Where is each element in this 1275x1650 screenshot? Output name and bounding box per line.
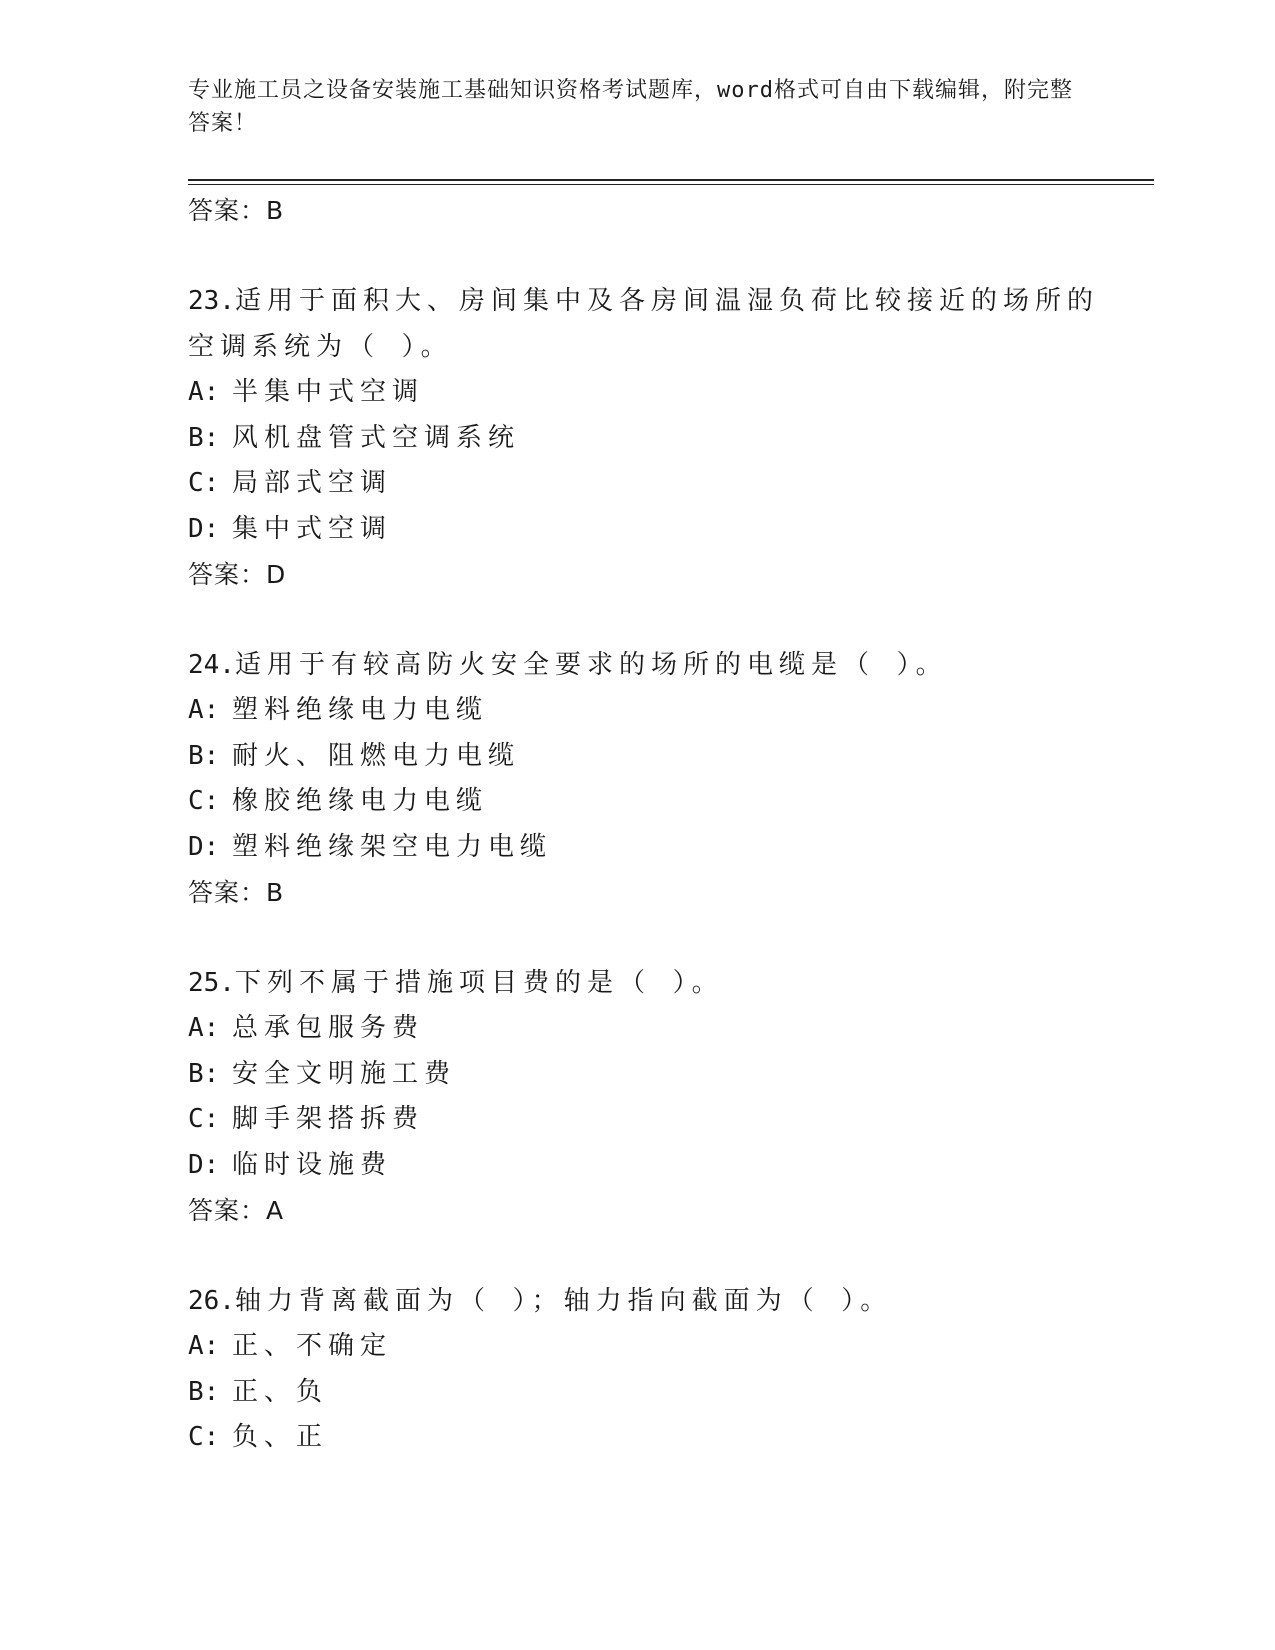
option-item — [188, 1052, 1118, 1098]
answer-value: D — [266, 560, 287, 589]
option-key: B: — [188, 740, 220, 771]
option-text: 总承包服务费 — [232, 1013, 425, 1043]
option-key: A: — [188, 1331, 220, 1361]
option-item — [188, 370, 1118, 416]
option-item — [188, 461, 1118, 507]
option-item — [188, 779, 1118, 825]
question-number: 25. — [188, 968, 235, 998]
question-stem — [188, 960, 1118, 1006]
previous-answer — [188, 188, 1118, 233]
answer-value: A — [266, 1196, 285, 1225]
answer-label: 答案： — [188, 878, 267, 907]
option-text: 负、正 — [232, 1422, 329, 1452]
answer-value: B — [266, 196, 285, 225]
question-number: 26. — [188, 1286, 235, 1316]
option-key: A: — [188, 695, 220, 725]
option-key: C: — [188, 1104, 220, 1134]
option-item — [188, 688, 1118, 734]
option-item — [188, 1370, 1118, 1416]
question-stem — [188, 642, 1118, 688]
option-key: C: — [188, 786, 220, 816]
option-item — [188, 1097, 1118, 1143]
question-number: 23. — [188, 286, 235, 316]
question-stem — [188, 278, 1118, 370]
question-item — [188, 1278, 1118, 1461]
option-item — [188, 507, 1118, 553]
answer-value: B — [266, 878, 285, 907]
option-text: 脚手架搭拆费 — [232, 1104, 425, 1134]
option-text: 风机盘管式空调系统 — [232, 422, 521, 453]
option-text: 正、负 — [232, 1376, 329, 1407]
question-text: 下列不属于措施项目费的是（ ）。 — [234, 968, 724, 998]
option-item — [188, 734, 1118, 780]
option-text: 临时设施费 — [232, 1149, 393, 1180]
option-key: A: — [188, 377, 220, 407]
answer-label: 答案： — [188, 196, 267, 225]
option-text: 局部式空调 — [232, 468, 393, 498]
question-stem — [188, 1278, 1118, 1324]
option-text: 橡胶绝缘电力电缆 — [232, 786, 489, 816]
option-text: 半集中式空调 — [232, 377, 425, 407]
option-key: D: — [188, 513, 220, 544]
document-header — [188, 74, 1088, 140]
option-key: C: — [188, 1422, 220, 1452]
option-key: D: — [188, 831, 220, 862]
option-item — [188, 416, 1118, 462]
option-text: 塑料绝缘电力电缆 — [232, 695, 489, 725]
question-item — [188, 960, 1118, 1233]
option-text: 安全文明施工费 — [232, 1058, 457, 1089]
answer-line — [188, 552, 1118, 597]
option-key: C: — [188, 468, 220, 498]
option-key: B: — [188, 422, 220, 453]
option-item — [188, 1415, 1118, 1461]
option-item — [188, 1006, 1118, 1052]
option-text: 耐火、阻燃电力电缆 — [232, 740, 521, 771]
question-list — [188, 188, 1118, 1506]
option-text: 集中式空调 — [232, 513, 393, 544]
answer-line — [188, 870, 1118, 915]
option-item — [188, 1324, 1118, 1370]
answer-line — [188, 1188, 1118, 1233]
question-text: 适用于面积大、房间集中及各房间温湿负荷比较接近的场所的空调系统为（ ）。 — [188, 286, 1099, 362]
question-text: 轴力背离截面为（ ）；轴力指向截面为（ ）。 — [234, 1286, 893, 1316]
question-item — [188, 278, 1118, 597]
option-key: A: — [188, 1013, 220, 1043]
option-key: B: — [188, 1376, 220, 1407]
header-divider-thin — [188, 184, 1154, 185]
header-title: 专业施工员之设备安装施工基础知识资格考试题库，word格式可自由下载编辑，附完整答案！ — [188, 78, 1073, 136]
option-key: D: — [188, 1149, 220, 1180]
option-text: 塑料绝缘架空电力电缆 — [232, 831, 553, 862]
option-item — [188, 1143, 1118, 1189]
question-item — [188, 642, 1118, 915]
answer-label: 答案： — [188, 1196, 267, 1225]
option-key: B: — [188, 1058, 220, 1089]
option-text: 正、不确定 — [232, 1331, 393, 1361]
question-text: 适用于有较高防火安全要求的场所的电缆是（ ）。 — [234, 650, 948, 680]
option-item — [188, 825, 1118, 871]
answer-label: 答案： — [188, 560, 267, 589]
question-number: 24. — [188, 650, 235, 680]
header-divider-thick — [188, 179, 1154, 181]
